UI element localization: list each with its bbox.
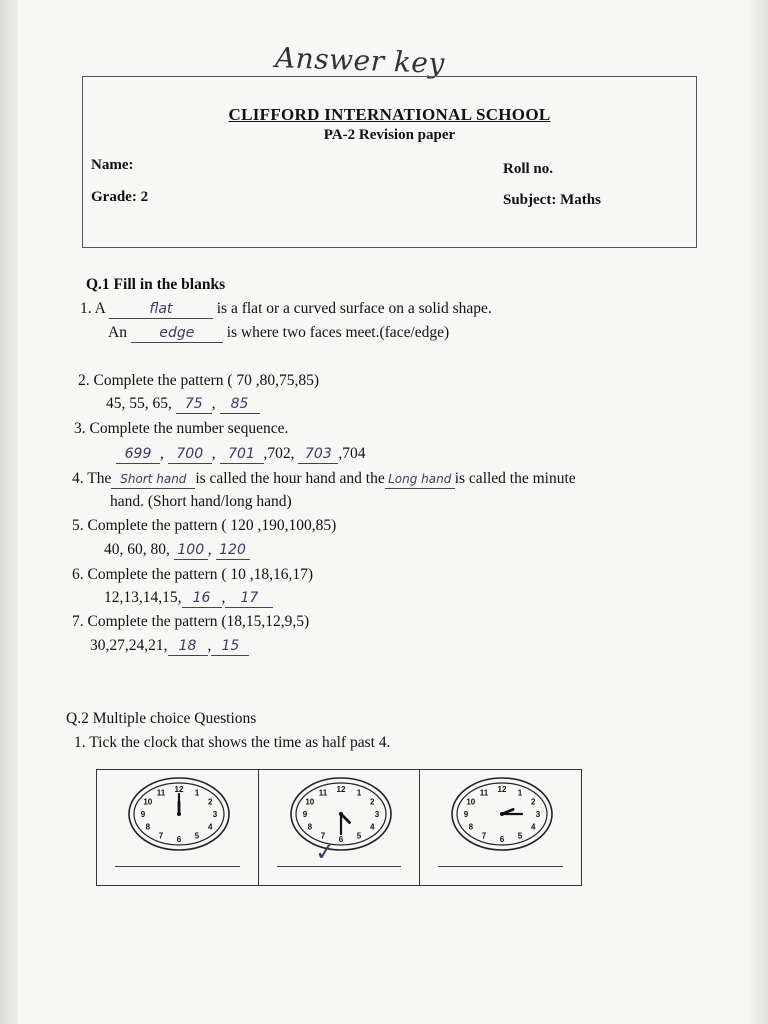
blank-long-hand [385,470,455,489]
clock-numeral: 12 [336,785,346,794]
q1-item1-b-suffix: is where two faces meet.(face/edge) [226,324,450,341]
clock-numeral: 5 [356,831,361,841]
clock-numeral: 1 [518,788,523,798]
clock-option-3[interactable] [420,770,581,885]
clock-numeral: 6 [338,835,343,844]
clock-numeral: 4 [369,822,375,832]
name-label: Name: [91,157,134,173]
clock-numeral: 11 [156,788,166,798]
q1-item4-prefix: 4. The [72,470,112,487]
clock-numeral: 1 [356,788,361,798]
clock-numeral: 11 [318,788,327,798]
q1-item1-number: 1. [80,300,92,317]
clock-numeral: 7 [320,831,325,841]
clock-numeral: 3 [536,810,541,819]
clock-numeral: 7 [482,831,487,841]
answer-18: 18 [178,638,197,654]
page-edge-right [750,0,768,1024]
separator: , [160,445,164,462]
q1-item4-line2: hand. (Short hand/long hand) [110,493,292,510]
q1-item3-sequence [116,445,366,464]
school-name: CLIFFORD INTERNATIONAL SCHOOL [228,105,551,124]
clock-numeral: 8 [468,822,474,832]
q1-item2-given: 45, 55, 65, [106,395,172,412]
answer-100: 100 [177,542,205,558]
blank-100 [174,541,208,560]
blank-18 [168,637,208,656]
blank-85 [220,395,260,414]
q1-item7-given: 30,27,24,21, [90,637,168,654]
q1-item5-given: 40, 60, 80, [104,541,170,558]
answer-flat: flat [149,301,173,317]
separator: , [211,395,216,412]
clock-numeral: 9 [302,810,307,819]
given-702: ,702, [263,445,295,462]
clock-numeral: 5 [518,831,523,841]
blank-699 [116,445,160,464]
clock-numeral: 8 [145,822,151,832]
clock-numeral: 7 [158,831,164,841]
answer-701: 701 [228,446,255,462]
clock-numeral: 11 [480,788,489,798]
q1-item6-text: 6. Complete the pattern ( 10 ,18,16,17) [72,566,314,583]
clock-numeral: 9 [464,810,469,819]
clock-options-table [96,769,582,886]
clock-numeral: 12 [174,785,184,794]
clock-numeral: 8 [307,822,312,832]
separator: , [207,637,212,654]
answer-line [277,866,402,867]
answer-17: 17 [240,590,259,606]
q1-item2-sequence [106,395,260,414]
answer-700: 700 [176,446,204,462]
clock-face-icon [447,774,557,854]
clock-numeral: 10 [466,797,476,807]
separator: , [221,589,226,606]
blank-short-hand [111,470,195,489]
blank-17 [225,589,273,608]
clock-numeral: 2 [369,797,375,807]
roll-no-label: Roll no. [503,161,554,177]
blank-75 [176,395,212,414]
q1-item4-line1 [72,470,576,489]
clock-numeral: 6 [500,835,505,844]
clock-numeral: 1 [194,788,200,798]
answer-line [115,866,240,867]
answer-703: 703 [305,446,332,462]
clock-numeral: 3 [374,810,379,819]
q1-item4-suffix: is called the minute [454,470,576,487]
answer-short-hand: Short hand [120,472,187,486]
q2-item1-text: 1. Tick the clock that shows the time as half past 4. [74,734,391,751]
clock-center [339,812,343,816]
answer-85: 85 [230,396,249,412]
q1-item6-sequence [104,589,273,608]
clock-numeral: 9 [140,810,146,819]
q1-item4-middle: is called the hour hand and the [195,470,385,487]
clock-numeral: 4 [531,822,536,832]
header-box [82,76,697,248]
q1-item5-sequence [104,541,250,560]
answer-edge: edge [159,325,195,341]
blank-700 [168,445,212,464]
blank-flat [109,300,213,319]
grade-label: Grade: 2 [91,189,149,205]
clock-center [177,812,181,816]
clock-numeral: 2 [207,797,213,807]
q1-item3-text: 3. Complete the number sequence. [74,420,289,437]
clock-numeral: 3 [212,810,218,819]
blank-120 [216,541,250,560]
clock-option-1[interactable] [97,770,259,885]
separator: , [207,541,212,558]
q1-item1-a-prefix: A [94,300,105,317]
clock-numeral: 5 [194,831,200,841]
blank-15 [211,637,249,656]
q1-item1-line-a [80,300,492,319]
clock-center [500,812,504,816]
q1-item7-sequence [90,637,249,656]
answer-key-annotation: Answer key [274,41,446,80]
subject-label: Subject: Maths [503,192,601,208]
page-edge-left [0,0,18,1024]
q1-item1-a-suffix: is a flat or a curved surface on a solid shape. [216,300,492,317]
q1-item7-text: 7. Complete the pattern (18,15,12,9,5) [72,613,310,630]
clock-numeral: 10 [305,797,314,807]
clock-face-icon [286,774,396,854]
clock-numeral: 10 [143,797,153,807]
answer-699: 699 [124,446,152,462]
q1-heading: Q.1 Fill in the blanks [86,276,226,293]
tick-mark-icon: ✓ [313,839,336,867]
answer-long-hand: Long hand [388,472,452,486]
answer-line [438,866,563,867]
answer-16: 16 [192,590,211,606]
answer-75: 75 [184,396,203,412]
q1-item6-given: 12,13,14,15, [104,589,182,606]
clock-face-icon [124,774,234,854]
clock-numeral: 2 [531,797,536,807]
q1-item5-text: 5. Complete the pattern ( 120 ,190,100,85) [72,517,337,534]
q1-item1-line-b [108,324,449,343]
paper-title: PA-2 Revision paper [323,127,456,143]
q1-item2-text: 2. Complete the pattern ( 70 ,80,75,85) [78,372,320,389]
answer-15: 15 [221,638,240,654]
clock-numeral: 6 [176,835,182,844]
clock-option-2[interactable] [259,770,421,885]
given-704: ,704 [338,445,366,462]
clock-numeral: 4 [207,822,213,832]
q1-item1-b-prefix: An [108,324,127,341]
q2-heading: Q.2 Multiple choice Questions [66,710,257,727]
answer-120: 120 [219,542,246,558]
blank-701 [220,445,264,464]
blank-703 [298,445,338,464]
clock-numeral: 12 [497,785,507,794]
separator: , [211,445,216,462]
blank-16 [182,589,222,608]
blank-edge [131,324,223,343]
